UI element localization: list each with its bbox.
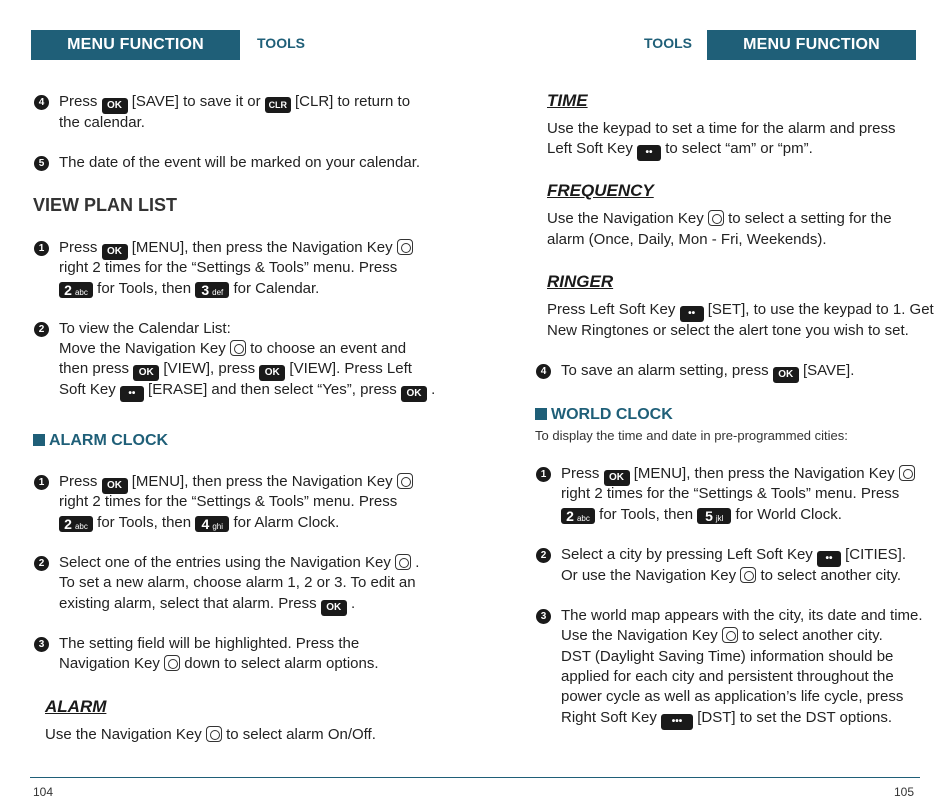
- world-clock-subtitle: To display the time and date in pre-programmed cities:: [535, 428, 848, 443]
- ringer-line-1: [547, 300, 934, 322]
- tools-label-right: TOOLS: [644, 35, 692, 51]
- text: [VIEW]. Press Left: [289, 360, 412, 377]
- text: then press: [59, 360, 130, 377]
- world-step-1-line-2: right 2 times for the “Settings & Tools” menu. Press: [561, 485, 900, 502]
- text: Navigation Key: [59, 655, 160, 672]
- ok-key-icon: OK: [604, 470, 630, 486]
- step-4-line-2: the calendar.: [59, 114, 145, 131]
- key-3-icon: [195, 282, 229, 298]
- world-step-2-line-2: [561, 566, 901, 586]
- ringer-subheading: RINGER: [547, 272, 614, 291]
- key-2-icon: [59, 282, 93, 298]
- alarm-step-1-line-2: right 2 times for the “Settings & Tools” menu. Press: [59, 493, 398, 510]
- text: [MENU], then press the Navigation Key: [633, 465, 895, 482]
- text: .: [431, 381, 436, 398]
- text: to select another city.: [742, 627, 883, 644]
- ok-key-icon: OK: [102, 478, 128, 494]
- alarm-subheading: ALARM: [45, 697, 107, 716]
- left-soft-key-icon: ••: [120, 386, 144, 402]
- text: to select alarm On/Off.: [226, 726, 376, 743]
- step-number: 1: [536, 467, 551, 482]
- time-line-1: Use the keypad to set a time for the alarm and press: [547, 120, 896, 137]
- key-digit: 2: [566, 508, 574, 524]
- frequency-line-2: alarm (Once, Daily, Mon - Fri, Weekends).: [547, 231, 827, 248]
- footer-rule: [30, 777, 920, 778]
- text: [ERASE] and then select “Yes”, press: [148, 381, 397, 398]
- step-number: 2: [536, 548, 551, 563]
- step-number: 1: [34, 475, 49, 490]
- text: [MENU], then press the Navigation Key: [131, 473, 393, 490]
- ok-key-icon: OK: [401, 386, 427, 402]
- text: for Calendar.: [233, 280, 320, 297]
- text: Soft Key: [59, 381, 116, 398]
- world-step-3-line-6: [561, 708, 892, 730]
- view-step-1-line-3: [59, 279, 319, 299]
- world-step-1-line-1: [561, 464, 915, 486]
- view-step-2-line-1: To view the Calendar List:: [59, 320, 231, 337]
- section-bullet-icon: [33, 434, 45, 446]
- text: [VIEW], press: [163, 360, 256, 377]
- key-2-icon: [59, 516, 93, 532]
- step-number: 3: [536, 609, 551, 624]
- step-number: 2: [34, 322, 49, 337]
- world-step-3-line-1: The world map appears with the city, its date and time.: [561, 607, 923, 624]
- step-number: 5: [34, 156, 49, 171]
- world-step-3-line-5: power cycle as well as application’s life cycle, press: [561, 688, 904, 705]
- alarm-step-2-line-3: [59, 594, 355, 616]
- view-step-1-line-2: right 2 times for the “Settings & Tools” menu. Press: [59, 259, 398, 276]
- navigation-key-icon: [230, 340, 246, 356]
- tools-label-left: TOOLS: [257, 35, 305, 51]
- key-digit: 3: [201, 282, 210, 298]
- menu-function-header-right: MENU FUNCTION: [707, 30, 916, 60]
- text: Use the Navigation Key: [561, 627, 718, 644]
- text: Press: [59, 473, 98, 490]
- text: Press Left Soft Key: [547, 301, 676, 318]
- navigation-key-icon: [397, 239, 413, 255]
- text: for World Clock.: [735, 506, 842, 523]
- left-soft-key-icon: ••: [680, 306, 704, 322]
- key-letters: def: [212, 288, 224, 297]
- navigation-key-icon: [708, 210, 724, 226]
- alarm-step-2-line-2: To set a new alarm, choose alarm 1, 2 or 3. To edit an: [59, 574, 416, 591]
- time-line-2: [547, 139, 813, 161]
- frequency-subheading: FREQUENCY: [547, 181, 654, 200]
- ok-key-icon: OK: [773, 367, 799, 383]
- key-letters: jkl: [715, 514, 724, 523]
- key-4-icon: [195, 516, 229, 532]
- text: to select another city.: [760, 567, 902, 584]
- world-step-1-line-3: [561, 505, 842, 525]
- text: Press: [59, 93, 98, 110]
- time-subheading: TIME: [547, 91, 588, 110]
- ok-key-icon: OK: [102, 244, 128, 260]
- ok-key-icon: OK: [259, 365, 285, 381]
- text: Select a city by pressing Left Soft Key: [561, 546, 813, 563]
- text: Use the Navigation Key: [45, 726, 202, 743]
- text: [CITIES].: [845, 546, 906, 563]
- text: to choose an event and: [250, 340, 407, 357]
- text: existing alarm, select that alarm. Press: [59, 595, 317, 612]
- ok-key-icon: OK: [102, 98, 128, 114]
- step-number: 2: [34, 556, 49, 571]
- text: to select “am” or “pm”.: [665, 140, 813, 157]
- text: [DST] to set the DST options.: [697, 709, 893, 726]
- heading-text: ALARM CLOCK: [49, 432, 169, 449]
- navigation-key-icon: [397, 473, 413, 489]
- key-digit: 5: [705, 508, 713, 524]
- ok-key-icon: OK: [321, 600, 347, 616]
- view-step-2-line-2: [59, 339, 406, 359]
- text: for Tools, then: [97, 514, 192, 531]
- step-number: 4: [34, 95, 49, 110]
- text: Right Soft Key: [561, 709, 657, 726]
- key-letters: ghi: [212, 522, 224, 531]
- text: [CLR] to return to: [294, 93, 411, 110]
- view-step-2-line-4: [59, 380, 435, 402]
- menu-function-header-left: MENU FUNCTION: [31, 30, 240, 60]
- text: [MENU], then press the Navigation Key: [131, 239, 393, 256]
- world-step-3-line-3: DST (Daylight Saving Time) information should be: [561, 648, 894, 665]
- text: Move the Navigation Key: [59, 340, 226, 357]
- navigation-key-icon: [164, 655, 180, 671]
- text: [SAVE].: [802, 362, 855, 379]
- text: To save an alarm setting, press: [561, 362, 769, 379]
- ringer-line-2: New Ringtones or select the alert tone you wish to set.: [547, 322, 909, 339]
- alarm-description: [45, 725, 376, 745]
- alarm-step-1-line-1: [59, 472, 413, 494]
- alarm-step-2-line-1: [59, 553, 419, 573]
- text: .: [415, 554, 420, 571]
- key-letters: abc: [74, 288, 88, 297]
- alarm-step-3-line-1: The setting field will be highlighted. Press the: [59, 635, 360, 652]
- left-soft-key-icon: ••: [637, 145, 661, 161]
- world-clock-heading: [535, 405, 673, 425]
- key-letters: abc: [74, 522, 88, 531]
- view-step-1-line-1: [59, 238, 413, 260]
- alarm-clock-heading: [33, 431, 168, 451]
- step-5-text: The date of the event will be marked on your calendar.: [59, 154, 421, 171]
- world-step-3-line-4: applied for each city and persistent throughout the: [561, 668, 894, 685]
- left-soft-key-icon: ••: [817, 551, 841, 567]
- text: .: [350, 595, 356, 612]
- step-4-line-1: [59, 92, 410, 114]
- navigation-key-icon: [740, 567, 756, 583]
- key-2-icon: [561, 508, 595, 524]
- text: down to select alarm options.: [184, 655, 379, 672]
- text: [SAVE] to save it or: [131, 93, 261, 110]
- frequency-line-1: [547, 209, 892, 229]
- key-digit: 4: [201, 516, 210, 532]
- heading-text: WORLD CLOCK: [551, 406, 673, 423]
- view-plan-list-heading: VIEW PLAN LIST: [33, 195, 177, 215]
- text: for Tools, then: [97, 280, 192, 297]
- clr-key-icon: CLR: [265, 97, 291, 113]
- page-number-right: 105: [893, 785, 914, 799]
- navigation-key-icon: [395, 554, 411, 570]
- text: [SET], to use the keypad to 1. Get: [707, 301, 934, 318]
- navigation-key-icon: [722, 627, 738, 643]
- page-number-left: 104: [33, 785, 54, 799]
- step-number: 4: [536, 364, 551, 379]
- text: Use the Navigation Key: [547, 210, 704, 227]
- key-letters: abc: [576, 514, 590, 523]
- navigation-key-icon: [206, 726, 222, 742]
- text: Select one of the entries using the Navigation Key: [59, 554, 391, 571]
- step-number: 3: [34, 637, 49, 652]
- ok-key-icon: OK: [133, 365, 159, 381]
- navigation-key-icon: [899, 465, 915, 481]
- text: Or use the Navigation Key: [561, 567, 737, 584]
- text: for Alarm Clock.: [233, 514, 340, 531]
- save-alarm-step: [561, 361, 854, 383]
- key-digit: 2: [64, 516, 72, 532]
- text: Press: [59, 239, 98, 256]
- alarm-step-1-line-3: [59, 513, 339, 533]
- text: to select a setting for the: [728, 210, 892, 227]
- key-5-icon: [697, 508, 731, 524]
- right-soft-key-icon: •••: [661, 714, 693, 730]
- section-bullet-icon: [535, 408, 547, 420]
- key-digit: 2: [64, 282, 72, 298]
- world-step-3-line-2: [561, 626, 883, 646]
- alarm-step-3-line-2: [59, 654, 379, 674]
- text: Press: [561, 465, 600, 482]
- view-step-2-line-3: [59, 359, 412, 381]
- text: for Tools, then: [599, 506, 694, 523]
- step-number: 1: [34, 241, 49, 256]
- world-step-2-line-1: [561, 545, 906, 567]
- text: Left Soft Key: [547, 140, 633, 157]
